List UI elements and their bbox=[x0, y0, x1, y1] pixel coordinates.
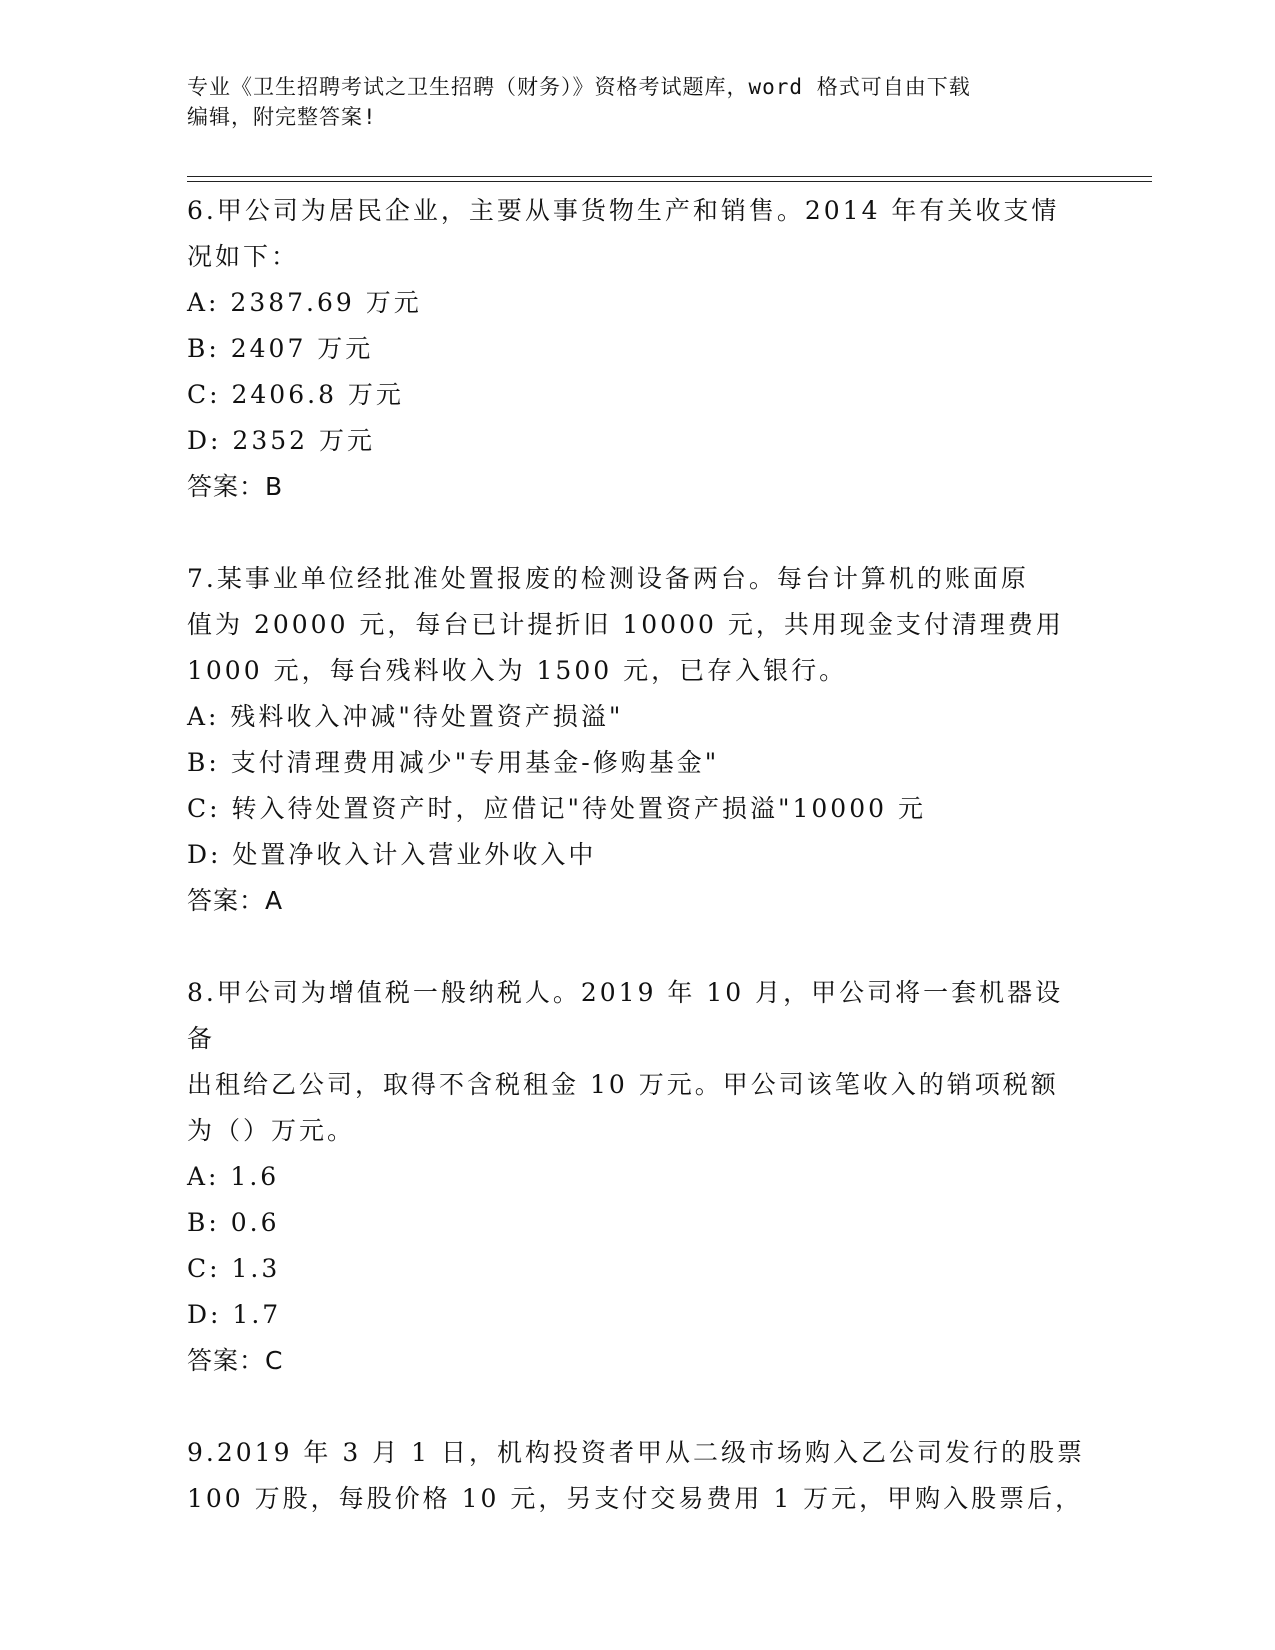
question-stem-line: 值为 20000 元，每台已计提折旧 10000 元，共用现金支付清理费用 bbox=[187, 610, 1064, 639]
answer-line: 答案：A bbox=[187, 886, 284, 915]
answer-line: 答案：B bbox=[187, 472, 284, 501]
option-d: D: 1.7 bbox=[187, 1300, 282, 1329]
option-a: A: 1.6 bbox=[187, 1162, 280, 1191]
option-c: C: 1.3 bbox=[187, 1254, 281, 1283]
question-spacer bbox=[187, 510, 1087, 556]
question-spacer bbox=[187, 924, 1087, 970]
question-stem-line: 7.某事业单位经批准处置报废的检测设备两台。每台计算机的账面原 bbox=[187, 564, 1029, 593]
question-stem-line: 100 万股，每股价格 10 元，另支付交易费用 1 万元，甲购入股票后， bbox=[187, 1484, 1084, 1513]
question-9 bbox=[187, 1430, 1087, 1522]
option-a: A: 2387.69 万元 bbox=[187, 288, 422, 317]
question-7 bbox=[187, 556, 1087, 924]
question-8 bbox=[187, 970, 1087, 1384]
question-spacer bbox=[187, 1384, 1087, 1430]
option-d: D: 处置净收入计入营业外收入中 bbox=[187, 840, 597, 869]
header-line-2: 编辑，附完整答案! bbox=[187, 105, 377, 129]
document-header bbox=[187, 72, 1067, 132]
question-stem-line: 1000 元，每台残料收入为 1500 元，已存入银行。 bbox=[187, 656, 848, 685]
question-list bbox=[187, 188, 1087, 1522]
question-stem-line: 6.甲公司为居民企业，主要从事货物生产和销售。2014 年有关收支情 bbox=[187, 196, 1060, 225]
question-6 bbox=[187, 188, 1087, 510]
option-c: C: 转入待处置资产时，应借记"待处置资产损溢"10000 元 bbox=[187, 794, 926, 823]
header-divider-top bbox=[187, 176, 1152, 177]
option-d: D: 2352 万元 bbox=[187, 426, 375, 455]
question-stem-line: 9.2019 年 3 月 1 日，机构投资者甲从二级市场购入乙公司发行的股票 bbox=[187, 1438, 1086, 1467]
answer-line: 答案：C bbox=[187, 1346, 284, 1375]
question-stem-line: 出租给乙公司，取得不含税租金 10 万元。甲公司该笔收入的销项税额 bbox=[187, 1070, 1059, 1099]
header-divider-bottom bbox=[187, 181, 1152, 182]
question-stem-line: 8.甲公司为增值税一般纳税人。2019 年 10 月，甲公司将一套机器设备 bbox=[187, 978, 1064, 1053]
question-stem-line: 况如下： bbox=[187, 242, 300, 271]
option-b: B: 支付清理费用减少"专用基金-修购基金" bbox=[187, 748, 720, 777]
option-c: C: 2406.8 万元 bbox=[187, 380, 404, 409]
option-b: B: 2407 万元 bbox=[187, 334, 374, 363]
option-b: B: 0.6 bbox=[187, 1208, 280, 1237]
question-stem-line: 为（）万元。 bbox=[187, 1116, 356, 1145]
header-line-1: 专业《卫生招聘考试之卫生招聘（财务）》资格考试题库，word 格式可自由下载 bbox=[187, 75, 971, 99]
option-a: A: 残料收入冲减"待处置资产损溢" bbox=[187, 702, 624, 731]
